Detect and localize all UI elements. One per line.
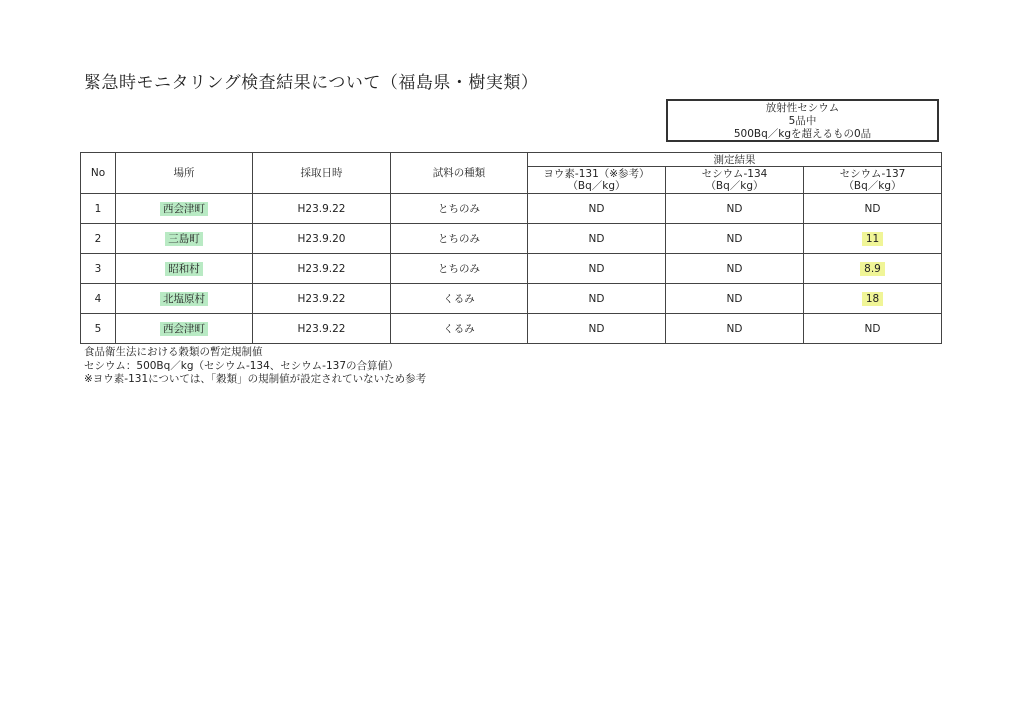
cell-date: H23.9.22 (253, 284, 391, 314)
cell-sample: くるみ (391, 314, 528, 344)
cell-sample: くるみ (391, 284, 528, 314)
summary-line-1: 放射性セシウム (765, 102, 840, 114)
cell-iodine: ND (528, 284, 666, 314)
place-highlight: 昭和村 (165, 262, 203, 276)
cell-date: H23.9.22 (253, 314, 391, 344)
header-date: 採取日時 (253, 153, 391, 194)
cell-date: H23.9.22 (253, 254, 391, 284)
place-highlight: 西会津町 (160, 202, 208, 216)
cell-iodine: ND (528, 224, 666, 254)
table-row (81, 254, 942, 284)
cell-cs137 (804, 284, 942, 314)
header-no: No (81, 153, 116, 194)
cell-no: 3 (81, 254, 116, 284)
value-highlight: 11 (862, 232, 883, 246)
table-row (81, 314, 942, 344)
cell-place (116, 314, 253, 344)
value-highlight: 8.9 (860, 262, 885, 276)
cell-cs134: ND (666, 194, 804, 224)
cell-sample: とちのみ (391, 224, 528, 254)
header-place: 場所 (116, 153, 253, 194)
cell-place (116, 254, 253, 284)
cell-cs134: ND (666, 284, 804, 314)
page-title: 緊急時モニタリング検査結果について（福島県・樹実類） (84, 73, 539, 93)
cell-cs134: ND (666, 314, 804, 344)
header-cs134 (666, 167, 804, 194)
place-highlight: 西会津町 (160, 322, 208, 336)
cell-iodine: ND (528, 314, 666, 344)
header-iodine (528, 167, 666, 194)
cell-place (116, 194, 253, 224)
header-iodine-unit: （Bq／kg） (567, 180, 626, 192)
header-iodine-name: ヨウ素-131（※参考） (543, 168, 650, 180)
cell-no: 4 (81, 284, 116, 314)
cell-no: 5 (81, 314, 116, 344)
place-highlight: 三島町 (165, 232, 203, 246)
place-highlight: 北塩原村 (160, 292, 208, 306)
summary-line-2: 5品中 (788, 115, 817, 127)
header-results-group: 測定結果 (528, 153, 942, 167)
cell-cs137 (804, 224, 942, 254)
table-row (81, 224, 942, 254)
note-line: 食品衛生法における穀類の暫定規制値 (84, 346, 263, 358)
header-cs134-name: セシウム-134 (701, 168, 768, 180)
value-highlight: 18 (862, 292, 883, 306)
cell-date: H23.9.20 (253, 224, 391, 254)
cell-no: 1 (81, 194, 116, 224)
summary-line-3: 500Bq／kgを超えるもの0品 (733, 128, 872, 140)
cell-date: H23.9.22 (253, 194, 391, 224)
cell-cs134: ND (666, 254, 804, 284)
summary-box (666, 99, 939, 142)
table-row (81, 194, 942, 224)
cell-cs137: ND (804, 194, 942, 224)
cell-cs137 (804, 254, 942, 284)
cell-place (116, 284, 253, 314)
header-cs134-unit: （Bq／kg） (705, 180, 764, 192)
results-table (80, 152, 942, 344)
notes (84, 346, 426, 387)
cell-place (116, 224, 253, 254)
cell-sample: とちのみ (391, 194, 528, 224)
cell-iodine: ND (528, 254, 666, 284)
cell-cs137: ND (804, 314, 942, 344)
header-cs137-unit: （Bq／kg） (843, 180, 902, 192)
cell-cs134: ND (666, 224, 804, 254)
cell-no: 2 (81, 224, 116, 254)
note-line: ※ヨウ素-131については、「穀類」の規制値が設定されていないため参考 (84, 373, 427, 385)
header-sample: 試料の種類 (391, 153, 528, 194)
table-row (81, 284, 942, 314)
header-cs137-name: セシウム-137 (839, 168, 906, 180)
cell-iodine: ND (528, 194, 666, 224)
header-cs137 (804, 167, 942, 194)
note-line: セシウム：500Bq／kg（セシウム-134、セシウム-137の合算値） (84, 359, 399, 372)
cell-sample: とちのみ (391, 254, 528, 284)
